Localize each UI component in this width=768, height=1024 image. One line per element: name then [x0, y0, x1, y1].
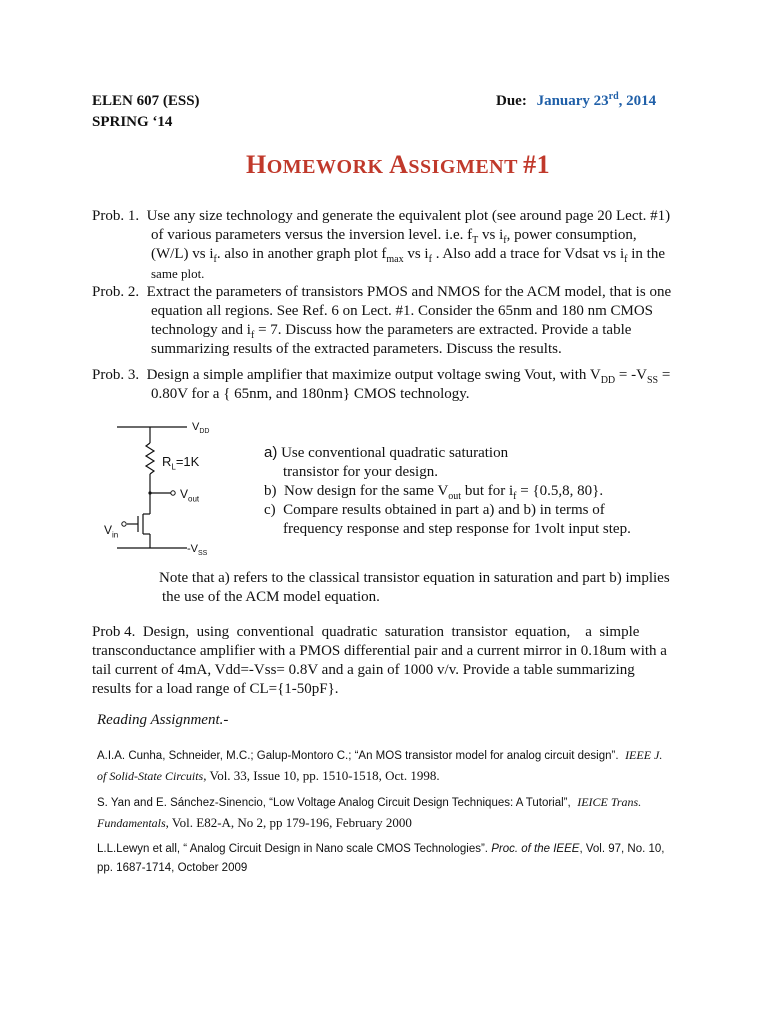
reference-1: A.I.A. Cunha, Schneider, M.C.; Galup-Montoro C.; “An MOS transistor model for analog circuit design”. IEEE J. of Solid-State Circuits, Vol. 33, Issue 10, pp. 1510-1518, Oct. 1998.: [97, 748, 663, 783]
amplifier-schematic: [95, 418, 255, 563]
due-date: January 23rd, 2014: [536, 91, 657, 109]
prob1: Prob. 1. Use any size technology and generate the equivalent plot (see around page 20 Lect. #1) of various parameters versus the inversion level. i.e. $f_T$ vs $i_f$, power consumption, (W/L) vs $i_f$. also in another graph plot $f_{max}$ vs $i_f$ . Also add a trace for Vdsat vs $i_f$ in the same plot.: [92, 208, 671, 281]
vout-label: $V_{out}$: [180, 487, 200, 504]
prob4: Prob 4. Design, using conventional quadratic saturation transistor equation, a simple transconductance amplifier with a PMOS differential pair and a current mirror in 0.18um with a tail current of 4mA, Vdd=-Vss= 0.8V and a gain of 1000 v/v. Provide a table summarizing results for a load range of CL={1-50pF}.: [92, 624, 667, 697]
page-title: HOMEWORK ASSIGMENT #1: [246, 150, 551, 179]
vin-terminal: [122, 522, 126, 526]
vin-label: $V_{in}$: [104, 523, 119, 540]
prob3-note: Note that a) refers to the classical transistor equation in saturation and part b) implies the use of the ACM model equation.: [159, 570, 670, 605]
prob3-statement: Prob. 3. Design a simple amplifier that maximize output voltage swing Vout, with $V_{DD} = -V_{SS}$ = 0.80V for a { 65nm, and 180nm} CMOS technology.: [92, 367, 671, 402]
vout-terminal: [171, 491, 175, 495]
rl-label: $R_L=1K$: [162, 454, 200, 472]
reference-3: L.L.Lewyn et all, “ Analog Circuit Design in Nano scale CMOS Technologies”. Proc. of the IEEE, Vol. 97, No. 10, pp. 1687-1714, October 2009: [97, 843, 665, 874]
prob2: Prob. 2. Extract the parameters of transistors PMOS and NMOS for the ACM model, that is one equation all regions. See Ref. 6 on Lect. #1. Consider the 65nm and 180 nm CMOS technology and $i_f = 7$. Discuss how the parameters are extracted. Provide a table summarizing results of the extracted parameters. Discuss the results.: [92, 284, 672, 357]
due-line: [496, 93, 656, 110]
reference-2: S. Yan and E. Sánchez-Sinencio, “Low Voltage Analog Circuit Design Techniques: A Tutorial”, IEICE Trans. Fundamentals, Vol. E82-A, No 2, pp 179-196, February 2000: [97, 795, 642, 830]
vss-label: $-V_{SS}$: [187, 543, 208, 558]
reading-heading: Reading Assignment.-: [97, 712, 229, 728]
term: SPRING ‘14: [92, 114, 173, 130]
due-label: Due:: [496, 93, 527, 109]
load-resistor: [146, 443, 154, 474]
prob3-parts: a) Use conventional quadratic saturation transistor for your design. b) Now design for the same $V_{out}$ but for $i_f = \{0.5,8$, 80}. c) Compare results obtained in part a) and b) in terms of frequency response and step response for 1volt input step.: [264, 444, 631, 537]
vdd-label: $V_{DD}$: [192, 421, 210, 436]
course-code: ELEN 607 (ESS): [92, 93, 200, 109]
